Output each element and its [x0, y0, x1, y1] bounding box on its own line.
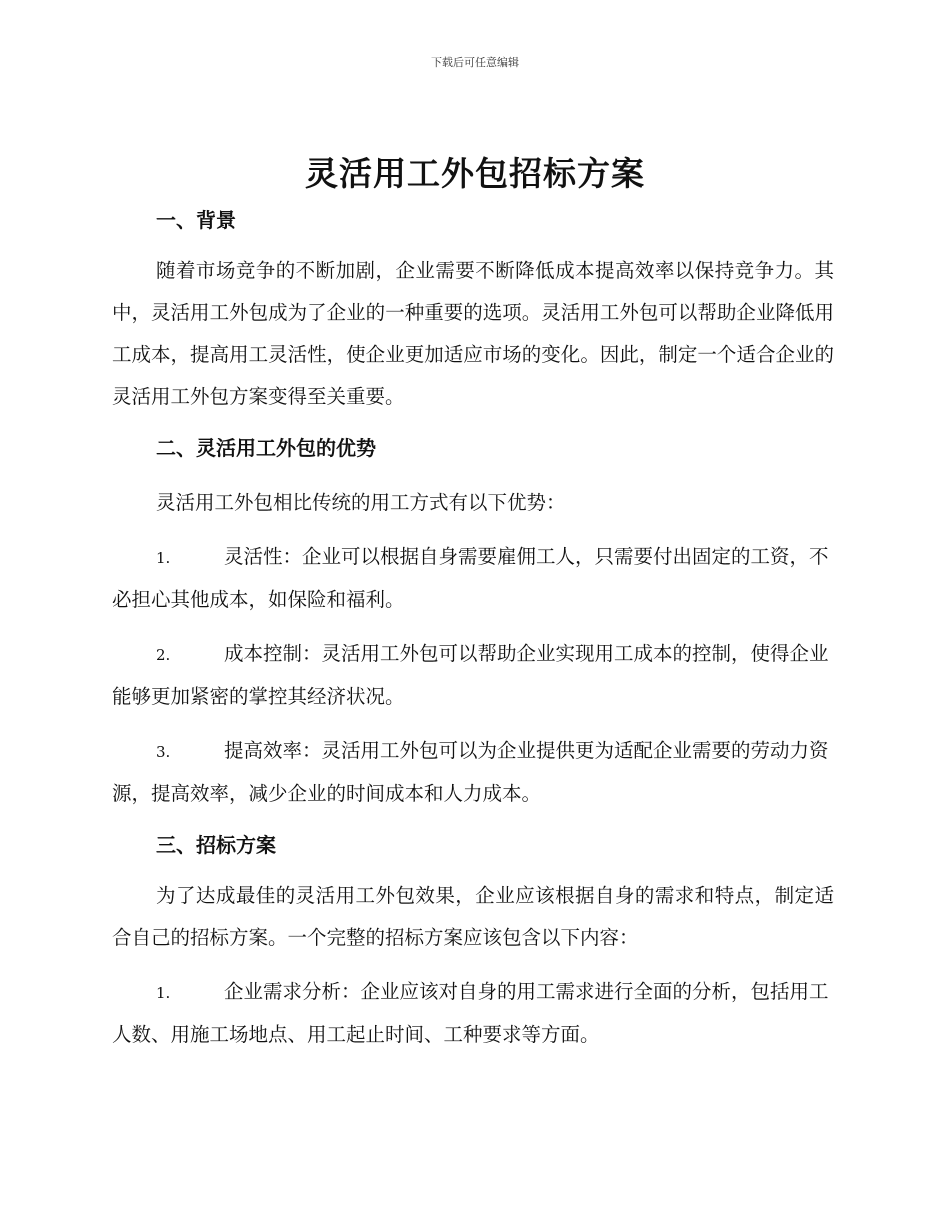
list-item-number: 2. [156, 646, 171, 664]
list-item-number: 1. [156, 549, 171, 567]
list-item [112, 633, 834, 718]
list-item [112, 730, 834, 815]
list-item-text: 提高效率：灵活用工外包可以为企业提供更为适配企业需要的劳动力资源，提高效率，减少企业的时间成本和人力成本。 [112, 739, 829, 805]
background-paragraph: 随着市场竞争的不断加剧，企业需要不断降低成本提高效率以保持竞争力。其中，灵活用工外包成为了企业的一种重要的选项。灵活用工外包可以帮助企业降低用工成本，提高用工灵活性，使企业更加适应市场的变化。因此，制定一个适合企业的灵活用工外包方案变得至关重要。 [112, 259, 834, 408]
list-item [112, 536, 834, 621]
list-item-number: 1. [156, 984, 171, 1002]
bidding-paragraph: 为了达成最佳的灵活用工外包效果，企业应该根据自身的需求和特点，制定适合自己的招标方案。一个完整的招标方案应该包含以下内容： [112, 884, 834, 949]
section-heading-bidding: 三、招标方案 [156, 833, 276, 857]
list-item-text: 灵活性：企业可以根据自身需要雇佣工人，只需要付出固定的工资，不必担心其他成本，如保险和福利。 [112, 545, 829, 611]
section-heading-background: 一、背景 [156, 208, 236, 232]
document-title: 灵活用工外包招标方案 [305, 154, 645, 193]
list-item-number: 3. [156, 743, 171, 761]
page-header-note: 下载后可任意编辑 [431, 56, 519, 69]
section-heading-advantages: 二、灵活用工外包的优势 [156, 436, 376, 460]
advantages-intro: 灵活用工外包相比传统的用工方式有以下优势： [156, 491, 566, 514]
document-body [112, 204, 834, 1056]
list-item-text: 成本控制：灵活用工外包可以帮助企业实现用工成本的控制，使得企业能够更加紧密的掌控其经济状况。 [112, 642, 829, 708]
list-item-text: 企业需求分析：企业应该对自身的用工需求进行全面的分析，包括用工人数、用施工场地点、用工起止时间、工种要求等方面。 [112, 980, 829, 1046]
list-item [112, 971, 834, 1056]
